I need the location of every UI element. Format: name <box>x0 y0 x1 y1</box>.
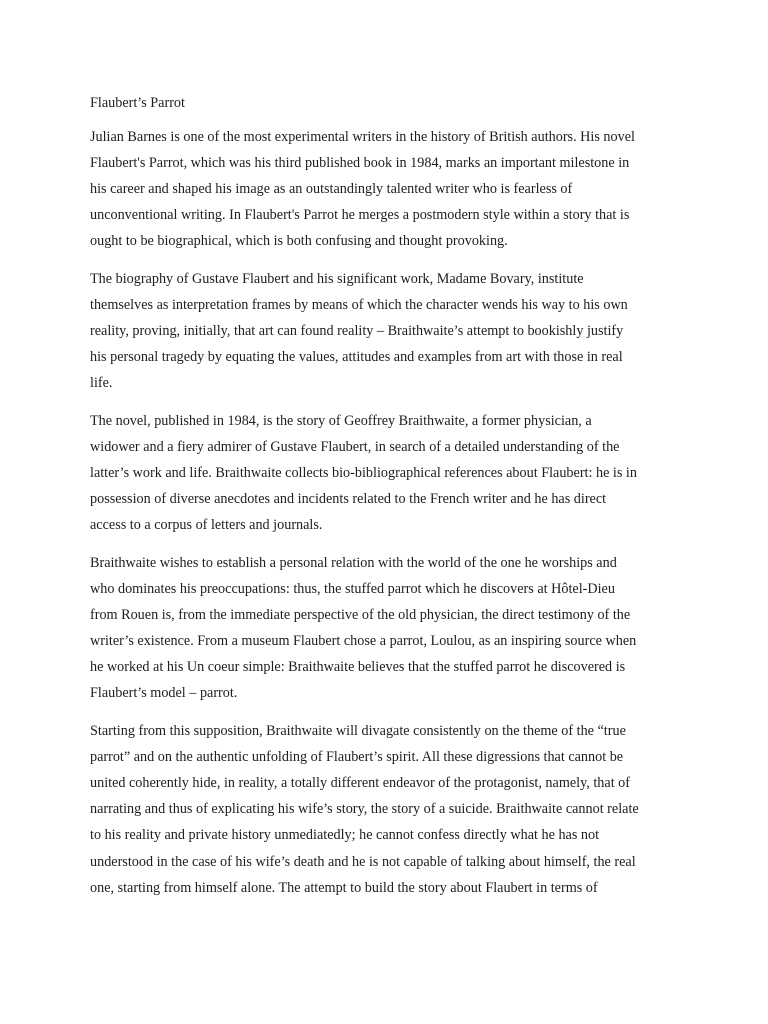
text-line: Braithwaite wishes to establish a personal relation with the world of the one he worships and <box>90 555 617 571</box>
text-line: The biography of Gustave Flaubert and his significant work, Madame Bovary, institute <box>90 271 584 288</box>
text-line: his career and shaped his image as an outstandingly talented writer who is fearless of <box>90 181 573 198</box>
text-line: latter’s work and life. Braithwaite collects bio-bibliographical references about Flaubert: he is in <box>90 465 637 482</box>
text-line: he worked at his Un coeur simple: Braithwaite believes that the stuffed parrot he discovered is <box>90 659 626 676</box>
text-line: one, starting from himself alone. The attempt to build the story about Flaubert in terms of <box>90 879 598 896</box>
paragraph <box>90 408 678 538</box>
text-line: his personal tragedy by equating the values, attitudes and examples from art with those in real <box>90 349 623 366</box>
text-line: from Rouen is, from the immediate perspective of the old physician, the direct testimony of the <box>90 607 631 624</box>
text-line: Julian Barnes is one of the most experimental writers in the history of British authors. His novel <box>90 129 635 146</box>
document-page <box>90 90 678 912</box>
text-line: Flaubert’s model – parrot. <box>90 685 238 702</box>
text-line: widower and a fiery admirer of Gustave Flaubert, in search of a detailed understanding of the <box>90 439 620 456</box>
text-line: life. <box>90 375 113 392</box>
text-line: access to a corpus of letters and journals. <box>90 517 323 534</box>
paragraph <box>90 718 678 901</box>
text-line: who dominates his preoccupations: thus, the stuffed parrot which he discovers at Hôtel-Dieu <box>90 581 615 598</box>
text-line: narrating and thus of explicating his wife’s story, the story of a suicide. Braithwaite cannot relate <box>90 801 639 818</box>
text-line: writer’s existence. From a museum Flaubert chose a parrot, Loulou, as an inspiring source when <box>90 633 637 650</box>
text-line: possession of diverse anecdotes and incidents related to the French writer and he has direct <box>90 491 607 508</box>
paragraph <box>90 124 678 254</box>
text-line: reality, proving, initially, that art can found reality – Braithwaite’s attempt to bookishly justify <box>90 323 624 340</box>
text-line: understood in the case of his wife’s death and he is not capable of talking about himself, the real <box>90 853 636 870</box>
document-body <box>90 124 678 901</box>
text-line: united coherently hide, in reality, a totally different endeavor of the protagonist, namely, that of <box>90 775 630 792</box>
text-line: Flaubert's Parrot, which was his third published book in 1984, marks an important milestone in <box>90 155 630 172</box>
text-line: unconventional writing. In Flaubert's Parrot he merges a postmodern style within a story that is <box>90 207 630 224</box>
text-line: The novel, published in 1984, is the story of Geoffrey Braithwaite, a former physician, a <box>90 413 592 430</box>
paragraph <box>90 550 678 707</box>
text-line: ought to be biographical, which is both confusing and thought provoking. <box>90 233 508 250</box>
text-line: parrot” and on the authentic unfolding of Flaubert’s spirit. All these digressions that cannot be <box>90 749 624 766</box>
text-line: themselves as interpretation frames by means of which the character wends his way to his own <box>90 297 628 314</box>
text-line: to his reality and private history unmediatedly; he cannot confess directly what he has not <box>90 827 600 844</box>
paragraph <box>90 266 678 396</box>
document-title: Flaubert’s Parrot <box>90 95 185 111</box>
text-line: Starting from this supposition, Braithwaite will divagate consistently on the theme of the “true <box>90 723 626 740</box>
